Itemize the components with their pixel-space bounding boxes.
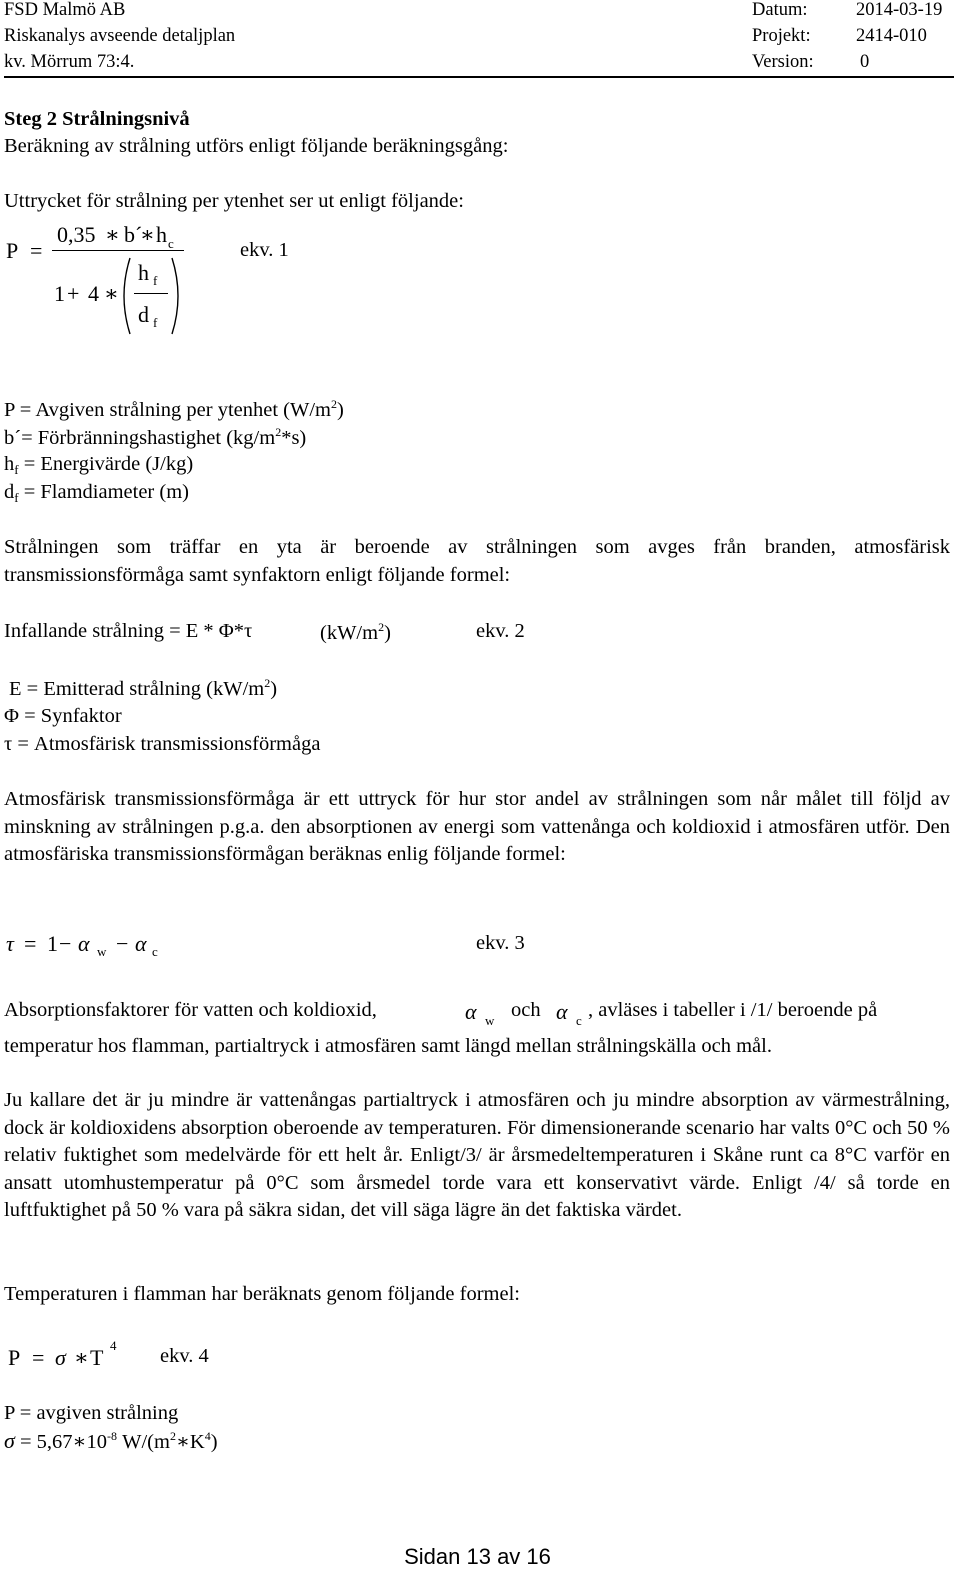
eq3-minus-1: − [59, 931, 72, 956]
eq4-sigma: σ [55, 1345, 66, 1370]
header-date-value: 2014-03-19 [856, 0, 943, 20]
eq2-label: ekv. 2 [476, 620, 525, 642]
def-sigma: $\sigma = 5,67∗10^{-8}$ $W/(m^2∗K^4)$ [4, 1428, 218, 1453]
eq1-main-fraction-bar [52, 250, 184, 251]
eq3-minus-2: − [116, 931, 129, 956]
eq4-label: ekv. 4 [160, 1345, 209, 1367]
eq1-parentheses [118, 256, 184, 336]
eq1-star-3: ∗ [104, 281, 119, 306]
eq1-label: ekv. 1 [240, 239, 289, 261]
def-b: b´= Förbränningshastighet $(kg/m^2*s)$ [4, 425, 307, 449]
def-e: E = Emitterad strålning $(kW/m^2)$ [9, 676, 278, 700]
absorption-line-1: Absorptionsfaktorer för vatten och koldioxid, [4, 999, 377, 1021]
def-p-emitted: P = avgiven strålning [4, 1402, 179, 1424]
section-heading: Steg 2 Strålningsnivå [4, 108, 190, 130]
eq3-equals: = [24, 931, 37, 956]
eq1-frac-h: h [138, 260, 149, 285]
eq3-tau: τ [6, 931, 14, 956]
absorption-line-2: temperatur hos flamman, partialtryck i atmosfären samt längd mellan strålningskälla och mål. [4, 1035, 772, 1057]
eq1-lhs: P [6, 238, 19, 263]
eq3-sub-c: c [152, 944, 158, 959]
eq4-equals: = [32, 1345, 45, 1370]
eq1-den-four: 4 [88, 281, 99, 306]
absorption-sub-c: c [576, 1013, 582, 1028]
absorption-post: , avläses i tabeller i /1/ beroende på [588, 999, 878, 1021]
eq1-plus: + [67, 281, 80, 306]
eq2-unit: $(kW/m^2)$ [320, 620, 391, 644]
header-report-title: Riskanalys avseende detaljplan [4, 26, 236, 46]
eq1-frac-d: d [138, 302, 149, 327]
atmospheric-paragraph: Atmosfärisk transmissionsförmåga är ett uttryck för hur stor andel av strålningen som når målet till följd av minskning av strålningen p.g.a. den absorptionen av energi som vattenånga och koldioxid i atmosfären utför. Den atmosfäriska transmissionsförmågan beräknas enlig följande formel: [4, 788, 950, 865]
absorption-och: och [511, 999, 541, 1021]
header-version-value: 0 [860, 52, 870, 72]
eq3-sub-w: w [97, 944, 107, 959]
eq3-one: 1 [47, 931, 58, 956]
eq3-alpha-c: α [135, 931, 147, 956]
header-divider [4, 76, 954, 78]
absorption-alpha-w: α [465, 999, 477, 1024]
flame-intro: Temperaturen i flamman har beräknats genom följande formel: [4, 1283, 520, 1305]
header-property: kv. Mörrum 73:4. [4, 52, 135, 72]
eq1-num-coef: 0,35 [57, 222, 96, 247]
eq1-star-2: ∗ [140, 222, 155, 247]
eq1-inner-fraction-bar [134, 293, 168, 294]
header-project-value: 2414-010 [856, 26, 927, 46]
eq4-star: ∗ [74, 1345, 89, 1370]
eq2-expression: Infallande strålning = E * Φ*τ [4, 620, 253, 642]
header-date-label: Datum: [752, 0, 808, 20]
eq4-sup: 4 [110, 1338, 117, 1353]
eq1-b: b´ [124, 222, 143, 247]
eq1-h: h [156, 222, 167, 247]
radiation-paragraph: Strålningen som träffar en yta är beroende av strålningen som avges från branden, atmosfärisk transmissionsförmåga samt synfaktorn enligt följande formel: [4, 536, 950, 586]
header-project-label: Projekt: [752, 26, 811, 46]
def-h: $h_f$ = Energivärde (J/kg) [4, 453, 194, 477]
eq3-alpha-w: α [78, 931, 90, 956]
eq1-sub-f2: f [153, 315, 158, 330]
header-version-label: Version: [752, 52, 814, 72]
eq1-sub-c: c [168, 236, 174, 251]
eq3-label: ekv. 3 [476, 932, 525, 954]
def-tau: τ = Atmosfärisk transmissionsförmåga [4, 733, 321, 755]
eq1-den-one: 1 [54, 281, 65, 306]
humidity-paragraph: Ju kallare det är ju mindre är vattenångas partialtryck i atmosfären och ju mindre absorption av värmestrålning, dock är koldioxidens absorption oberoende av temperaturen. För dimensionerande scenario har valts 0°C och 50 % relativ fuktighet som medelvärde för ett helt år. Enligt/3/ är årsmedeltemperaturen i Skåne runt ca 8°C varför en ansatt utomhustemperatur på 0°C som årsmedel torde vara ett konservativt värde. Enligt /4/ så torde en luftfuktighet på 50 % vara på säkra sidan, det vill säga lägre än det faktiska värdet. [4, 1089, 950, 1221]
eq4-t: T [90, 1345, 104, 1370]
eq1-sub-f1: f [153, 273, 158, 288]
absorption-sub-w: w [485, 1013, 495, 1028]
eq1-equals: = [30, 238, 43, 263]
expression-intro: Uttrycket för strålning per ytenhet ser ut enligt följande: [4, 190, 464, 212]
section-intro: Beräkning av strålning utförs enligt följande beräkningsgång: [4, 135, 509, 157]
eq1-star-1: ∗ [105, 222, 120, 247]
header-company: FSD Malmö AB [4, 0, 126, 20]
def-d: $d_f$ = Flamdiameter (m) [4, 481, 189, 505]
eq4-p: P [8, 1345, 21, 1370]
absorption-alpha-c: α [556, 999, 568, 1024]
def-p: P = Avgiven strålning per ytenhet $(W/m^2)$ [4, 397, 344, 421]
def-phi: Φ = Synfaktor [4, 705, 122, 727]
page-footer: Sidan 13 av 16 [404, 1544, 551, 1569]
